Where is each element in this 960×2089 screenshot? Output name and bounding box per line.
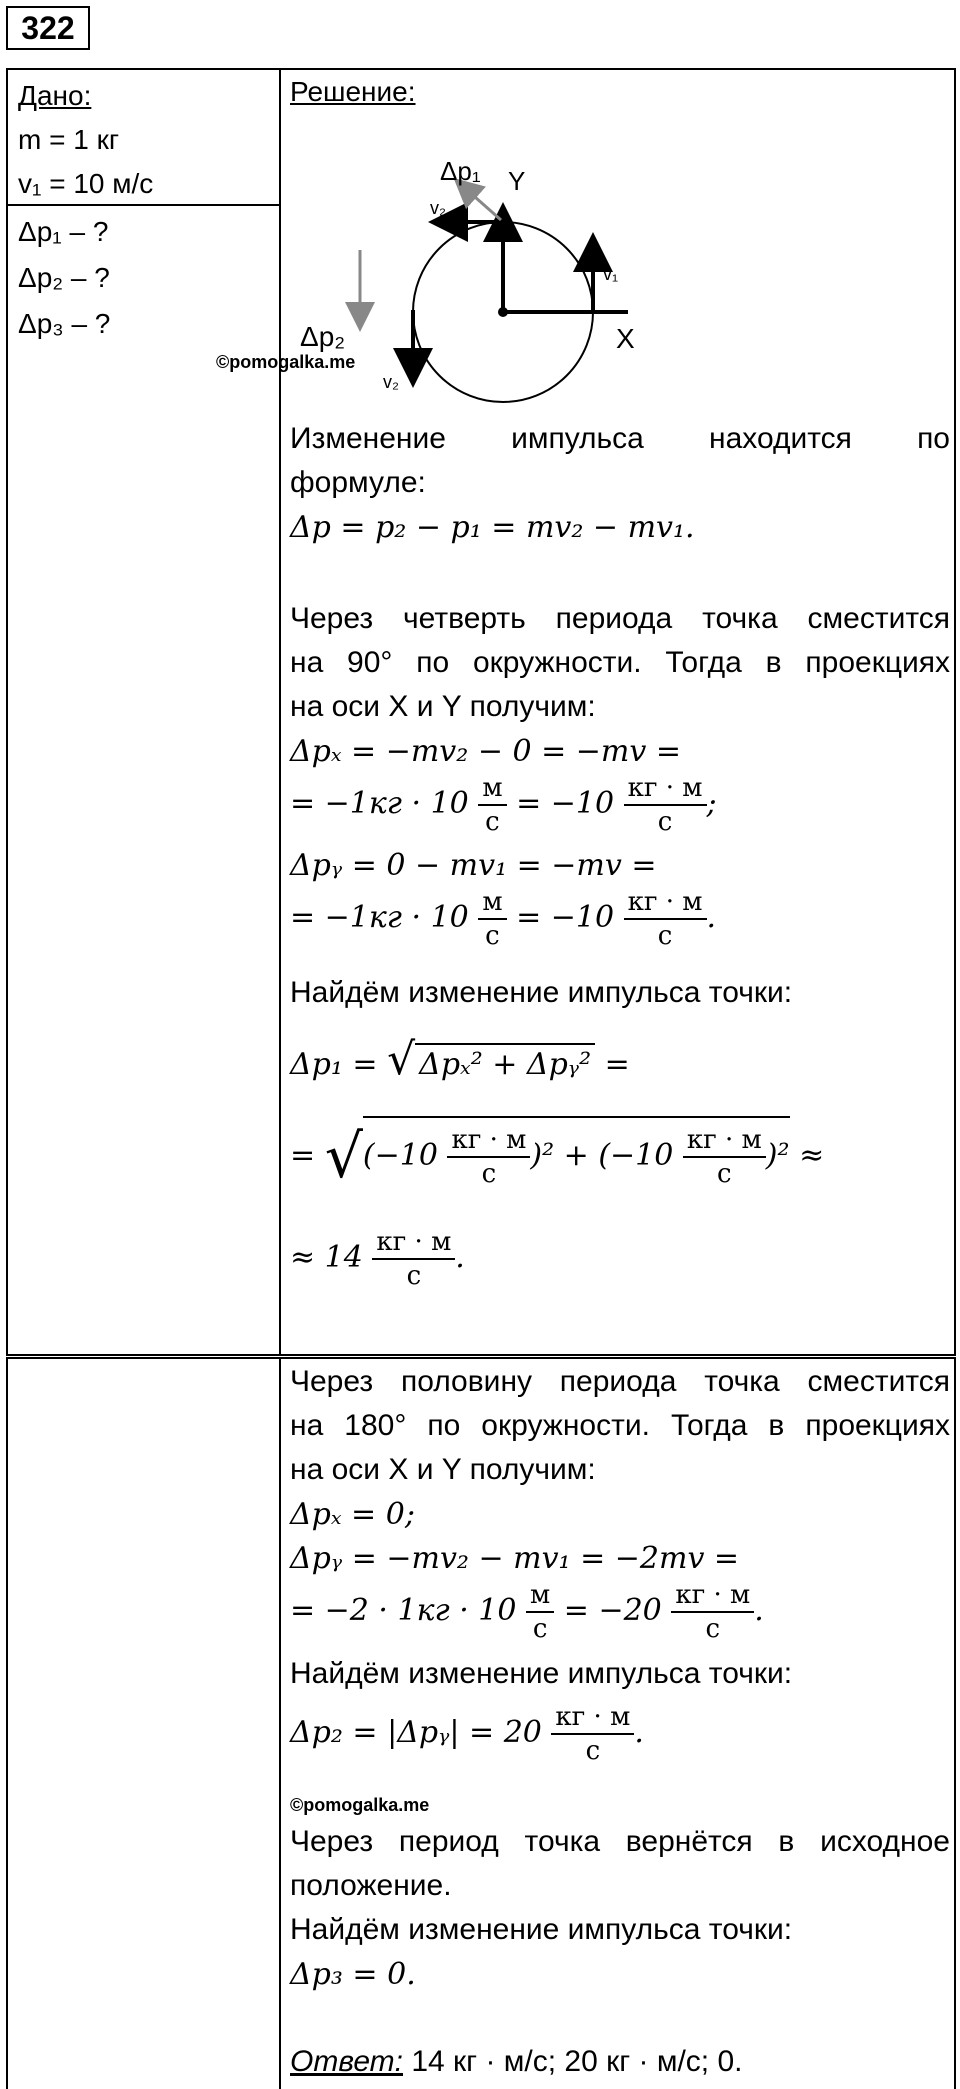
formula-dp1-value: = √(−10 $\frac{кг \cdot м}{с}$ )² + (−10 $\frac{кг \cdot м}{с}$ )² ≈ xyxy=(290,1116,824,1192)
column-divider-2 xyxy=(279,1359,281,2089)
text-momentum-change-1: Изменение импульса находится по xyxy=(290,422,950,455)
label-v1: v₁ xyxy=(603,264,619,284)
formula-px-half: Δpₓ = 0; xyxy=(290,1497,415,1532)
watermark-2: ©pomogalka.me xyxy=(290,1795,430,1815)
formula-py-value: = −1кг · 10 $\frac{м}{с}$ = −10 $\frac{кг \cdot м}{с}$ . xyxy=(290,887,717,951)
formula-dp2: Δp₂ = |Δpᵧ| = 20 $\frac{кг \cdot м}{с}$ . xyxy=(290,1702,644,1766)
text-find-change-3: Найдём изменение импульса точки: xyxy=(290,1913,793,1946)
label-dp2: Δp₂ xyxy=(300,321,346,352)
formula-dp3: Δp₃ = 0. xyxy=(290,1957,416,1992)
formula-py-half-value: = −2 · 1кг · 10 $\frac{м}{с}$ = −20 $\frac{кг \cdot м}{с}$ . xyxy=(290,1580,764,1644)
formula-dp1-result: ≈ 14 $\frac{кг \cdot м}{с}$ . xyxy=(290,1227,465,1291)
answer-label: Ответ: xyxy=(290,2045,403,2078)
label-v2-left: v₂ xyxy=(383,372,399,392)
problem-number: 322 xyxy=(6,6,90,50)
formula-dp1: Δp₁ = √ Δpₓ² + Δpᵧ² = xyxy=(290,1034,630,1085)
circular-motion-diagram xyxy=(208,130,668,470)
formula-py: Δpᵧ = 0 − mv₁ = −mv = xyxy=(290,848,657,883)
solution-heading: Решение: xyxy=(290,76,416,107)
label-v2-top: v₂ xyxy=(430,198,446,218)
solution-table-part1 xyxy=(6,68,956,1356)
text-find-change-2: Найдём изменение импульса точки: xyxy=(290,1657,793,1690)
text-half-2: на 180° по окружности. Тогда в проекциях xyxy=(290,1409,950,1442)
text-period-1: Через период точка вернётся в исходное xyxy=(290,1825,950,1858)
watermark-1: ©pomogalka.me xyxy=(216,352,356,372)
answer xyxy=(290,2045,742,2079)
unknown-dp1: Δp₁ – ? xyxy=(18,216,109,247)
text-quarter-1: Через четверть периода точка сместится xyxy=(290,602,950,635)
formula-momentum-change: Δp = p₂ − p₁ = mv₂ − mv₁. xyxy=(290,510,695,545)
given-mass: m = 1 кг xyxy=(18,124,120,155)
formula-py-half: Δpᵧ = −mv₂ − mv₁ = −2mv = xyxy=(290,1541,740,1576)
given-velocity: v₁ = 10 м/с xyxy=(18,168,154,199)
dp1-vector xyxy=(458,182,501,220)
text-find-change-1: Найдём изменение импульса точки: xyxy=(290,976,793,1009)
formula-px-value: = −1кг · 10 $\frac{м}{с}$ = −10 $\frac{кг \cdot м}{с}$ ; xyxy=(290,773,717,837)
text-quarter-2: на 90° по окружности. Тогда в проекциях xyxy=(290,646,950,679)
text-period-2: положение. xyxy=(290,1869,452,1902)
text-quarter-3: на оси X и Y получим: xyxy=(290,690,596,723)
answer-text: 14 кг · м/с; 20 кг · м/с; 0. xyxy=(403,2045,743,2078)
unknown-dp2: Δp₂ – ? xyxy=(18,262,110,293)
label-y: Y xyxy=(508,166,526,196)
solution-table-part2 xyxy=(6,1357,956,2089)
label-x: X xyxy=(616,323,635,354)
label-dp1: Δp₁ xyxy=(440,156,481,186)
text-half-1: Через половину периода точка сместится xyxy=(290,1365,950,1398)
given-heading: Дано: xyxy=(18,80,92,111)
text-momentum-change-2: формуле: xyxy=(290,466,426,499)
unknown-dp3: Δp₃ – ? xyxy=(18,308,111,339)
text-half-3: на оси X и Y получим: xyxy=(290,1453,596,1486)
formula-px: Δpₓ = −mv₂ − 0 = −mv = xyxy=(290,734,681,769)
